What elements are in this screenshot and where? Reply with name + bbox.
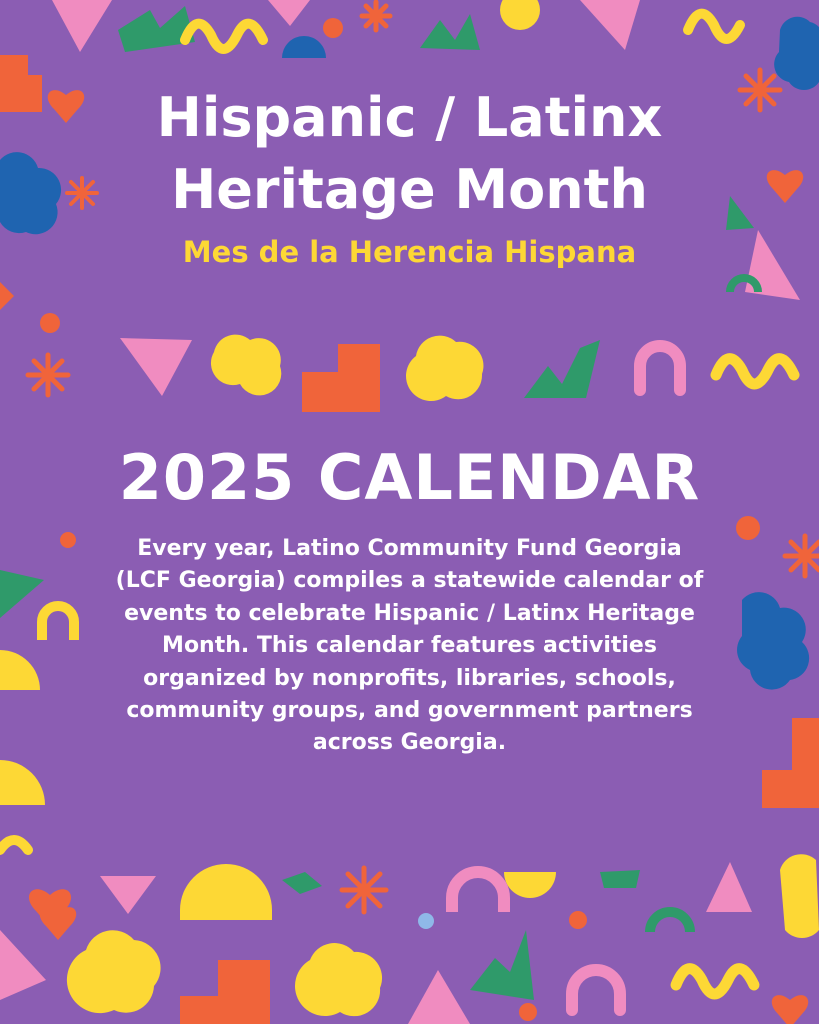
calendar-heading: 2025 CALENDAR (118, 441, 701, 514)
orange-dot-shape (519, 1003, 537, 1021)
yellow-blob-shape (780, 854, 819, 938)
orange-asterisk-shape (28, 355, 68, 395)
spanish-subtitle: Mes de la Herencia Hispana (182, 235, 637, 269)
orange-dot-shape (569, 911, 587, 929)
orange-dot-shape (60, 532, 76, 548)
green-zigzag-shape (600, 870, 640, 888)
orange-asterisk-shape (342, 868, 386, 912)
orange-dot-shape (736, 516, 760, 540)
blue-dot-shape (418, 913, 434, 929)
orange-dot-shape (323, 18, 343, 38)
orange-asterisk-shape (362, 2, 390, 30)
orange-dot-shape (40, 313, 60, 333)
title-line-2: Heritage Month (171, 158, 648, 221)
title-line-1: Hispanic / Latinx (156, 86, 663, 149)
description-paragraph: Every year, Latino Community Fund Georgia (LCF Georgia) compiles a statewide calendar of events to celebrate Hispanic / Latinx Heritage Month. This calendar features activities organized by nonprofits, libraries, schools, community groups, and government partners across Georgia. (115, 536, 704, 756)
